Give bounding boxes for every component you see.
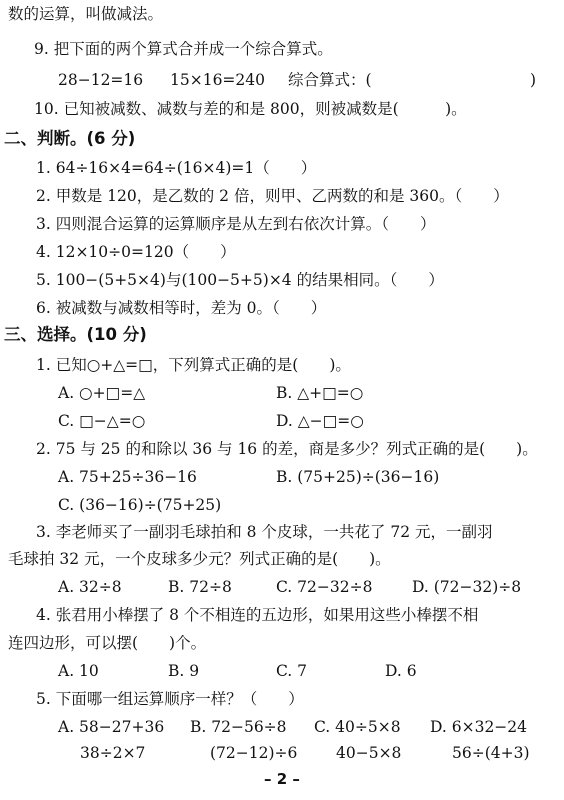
section-heading-choice: 三、选择。(10 分): [4, 325, 147, 344]
page-number: – 2 –: [264, 770, 300, 788]
options-row: [0, 574, 564, 600]
judge-item: [0, 267, 564, 293]
judge-item-text: 1. 64÷16×4=64÷(16×4)=1（ ）: [36, 159, 317, 177]
option-b: B. △+□=○: [276, 384, 364, 402]
options-row: [0, 380, 564, 406]
judge-item-text: 6. 被减数与减数相等时，差为 0。（ ）: [36, 299, 327, 317]
option-d: D. (72−32)÷8: [412, 578, 522, 596]
question-9: [0, 36, 564, 62]
answer-blank-end: ): [530, 71, 537, 89]
choice-question-5: [0, 686, 564, 712]
judge-item: [0, 211, 564, 237]
option-a: A. ○+□=△: [58, 384, 146, 402]
section-heading-judge: 二、判断。(6 分): [4, 129, 136, 148]
options-row: [0, 714, 564, 740]
choice-question-2: [0, 436, 564, 462]
option-c: C. □−△=○: [58, 412, 146, 430]
continuation-text: 数的运算，叫做减法。: [8, 5, 164, 23]
option-a: A. 10: [58, 662, 99, 680]
question-10: [0, 96, 564, 122]
question-stem: 连四边形，可以摆( )个。: [8, 634, 207, 652]
option-a: A. 75+25÷36−16: [58, 468, 197, 486]
judge-item: [0, 155, 564, 181]
option-a: A. 58−27+36: [58, 718, 165, 736]
option-d: D. 6: [385, 662, 417, 680]
option-b: B. 72−56÷8: [190, 718, 287, 736]
options-row: [0, 464, 564, 490]
option-a-second: 38÷2×7: [80, 744, 146, 762]
judge-item-text: 2. 甲数是 120，是乙数的 2 倍，则甲、乙两数的和是 360。（ ）: [36, 187, 509, 205]
option-c: C. (36−16)÷(75+25): [58, 496, 222, 514]
option-a: A. 32÷8: [58, 578, 122, 596]
question-stem-continued: [0, 546, 564, 572]
question-10-stem: 10. 已知被减数、减数与差的和是 800，则被减数是( )。: [34, 100, 467, 118]
question-stem: 2. 75 与 25 的和除以 36 与 16 的差，商是多少？列式正确的是( )。: [36, 440, 538, 458]
question-stem: 4. 张君用小棒摆了 8 个不相连的五边形，如果用这些小棒摆不相: [36, 606, 479, 624]
expression-1: 28−12=16: [58, 71, 144, 89]
question-stem: 3. 李老师买了一副羽毛球拍和 8 个皮球，一共花了 72 元，一副羽: [36, 523, 493, 541]
options-row: [0, 408, 564, 434]
judge-item-text: 4. 12×10÷0=120（ ）: [36, 243, 236, 261]
judge-item: [0, 183, 564, 209]
judge-item-text: 3. 四则混合运算的运算顺序是从左到右依次计算。（ ）: [36, 215, 436, 233]
question-9-expressions: [0, 67, 564, 93]
option-d: D. 6×32−24: [430, 718, 528, 736]
question-9-stem: 9. 把下面的两个算式合并成一个综合算式。: [34, 40, 333, 58]
option-b: B. 72÷8: [168, 578, 232, 596]
choice-question-3: [0, 519, 564, 545]
option-c: C. 7: [276, 662, 308, 680]
option-c-second: 40−5×8: [336, 744, 402, 762]
choice-question-4: [0, 602, 564, 628]
question-stem-continued: [0, 630, 564, 656]
judge-item: [0, 239, 564, 265]
option-b: B. (75+25)÷(36−16): [276, 468, 440, 486]
question-stem: 1. 已知○+△=□，下列算式正确的是( )。: [36, 356, 351, 374]
option-d: D. △−□=○: [276, 412, 364, 430]
options-row: [0, 658, 564, 684]
combined-label: 综合算式：(: [288, 71, 372, 89]
question-stem: 毛球拍 32 元，一个皮球多少元？列式正确的是( )。: [8, 550, 391, 568]
judge-item: [0, 295, 564, 321]
options-row: [0, 492, 564, 518]
option-b-second: (72−12)÷6: [210, 744, 298, 762]
option-b: B. 9: [168, 662, 200, 680]
option-c: C. 72−32÷8: [276, 578, 373, 596]
judge-item-text: 5. 100−(5+5×4)与(100−5+5)×4 的结果相同。（ ）: [36, 271, 444, 289]
question-stem: 5. 下面哪一组运算顺序一样？（ ）: [36, 690, 304, 708]
option-c: C. 40÷5×8: [314, 718, 401, 736]
choice-question-1: [0, 352, 564, 378]
options-row-second: [0, 740, 564, 766]
option-d-second: 56÷(4+3): [452, 744, 530, 762]
text-line: [0, 1, 564, 27]
expression-2: 15×16=240: [170, 71, 266, 89]
